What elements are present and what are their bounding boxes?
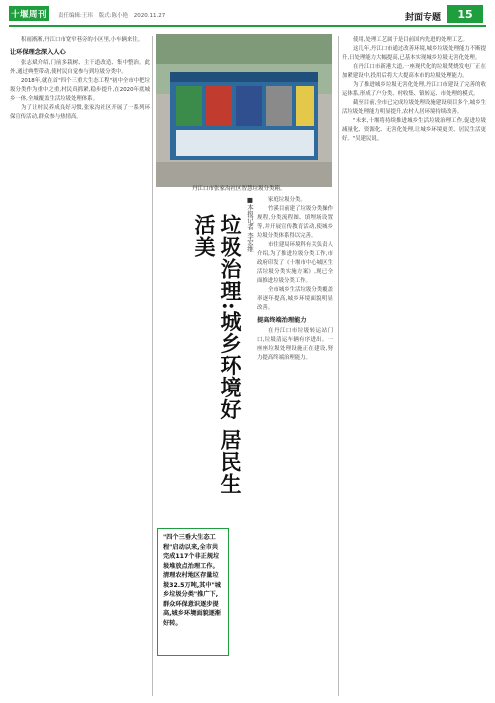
pull-quote: "四个三垂大生态工程"启动以来,全市共完成117个非正规垃圾堆放点治理工作。清理农村地区存量垃圾32.5万吨,其中"城乡垃圾分类"推广下,群众环保意识逐步提高,城乡环境面貌逐渐好转。: [157, 528, 229, 656]
designer-name: 版式:陈小艳: [98, 13, 128, 19]
article-column-2: [257, 196, 333, 696]
photo-caption: 丹江口市张家沟社区智慧垃圾分类箱。: [192, 186, 286, 192]
column-divider: [338, 36, 339, 696]
issue-date: 2020.11.27: [133, 13, 166, 19]
header-rule: [9, 25, 486, 27]
reporter-label: ■本报记者: [246, 196, 254, 230]
byline: [245, 196, 255, 252]
editor-credits: [58, 11, 169, 19]
article-photo: [156, 34, 332, 187]
paragraph: 为了让村民养成良好习惯,张家沟社区开展了一系列环保宣传活动,群众参与热情高。: [10, 105, 150, 120]
paragraph: 这几年,丹江口市通过改善环境,城乡垃圾处理能力不断提升,日处理能力大幅提高,已基本实现城乡垃圾无害化处理。: [342, 46, 486, 61]
column-divider: [152, 36, 153, 696]
paragraph: 使用,处理工艺属于是目前国内先进的处理工艺。: [353, 37, 468, 43]
subheading: 提高终端治理能力: [257, 317, 307, 324]
paragraph: 积雨淅淅,丹江口市宽窄巷旁的小区里,小车辆来往。: [21, 37, 144, 43]
section-title: 封面专题: [405, 13, 442, 23]
paragraph: 市住建局环境科有关负责人介绍,为了推进垃圾分类工作,市政府印发了《十堰市中心城区生活垃圾分类实施方案》,现已全面推进垃圾分类工作。: [257, 242, 333, 284]
paragraph: 截至目前,全市已完成垃圾处理设施建设项目多个,城乡生活垃圾处理能力明显提升,农村人居环境持续改善。: [342, 100, 486, 115]
paragraph: 为了推进城乡垃圾无害化处理,丹江口市建设了完善的收运体系,形成了户分类、村收集、镇转运、市处理的模式。: [342, 82, 486, 97]
article-headline: 垃圾治理:城乡环境好 居民生活美: [192, 214, 243, 496]
newspaper-logo: 十堰周刊: [9, 6, 49, 21]
reporter-name: 李宏维: [246, 232, 254, 252]
paragraph: 在丹江口市新港大道,一座现代化的垃圾焚烧发电厂正在加紧建设中,投用后将大大提高本市的垃圾处理能力。: [342, 64, 486, 79]
subheading: 让环保理念深入人心: [10, 49, 66, 56]
paragraph: 竹溪目前建了垃圾分类操作规程,分类流程图、填埋场设置等,并开展宣传教育活动,使城乡垃圾分类体系得以完善。: [257, 206, 333, 239]
paragraph: 2018年,就在首"四个三重大生态工程"初中全市中把垃圾分类作为重中之重,村民真抓紧,稳步提升,在2020年底城乡一体,全城覆盖生活垃圾处理体系。: [10, 78, 150, 102]
article-column-1: [10, 36, 150, 696]
paragraph: 张志斌介绍,门前多栽树、主干道改造、集中整治。此外,通过典型带动,使村民自觉参与到垃圾分类中。: [10, 60, 150, 75]
paragraph: 在丹江口市垃圾转运站门口,垃圾清运车辆有序进出。一座座垃圾处理设施正在建设,努力提高终端治理能力。: [257, 328, 333, 361]
page-number: 15: [447, 5, 483, 23]
article-column-3: [342, 36, 486, 696]
recycling-station-image: [156, 34, 332, 187]
paragraph: "未来,十堰将持续推进城乡生活垃圾治理工作,促进垃圾减量化、资源化、无害化处理,让城乡环境更美、居民生活更好。"吴建民说。: [342, 118, 486, 142]
paragraph: 家庭垃圾分类。: [268, 197, 306, 203]
paragraph: 全市城乡生活垃圾分类覆盖率逐年提高,城乡环境面貌明显改善。: [257, 287, 333, 311]
editor-name: 责任编辑:王玮: [58, 13, 93, 19]
